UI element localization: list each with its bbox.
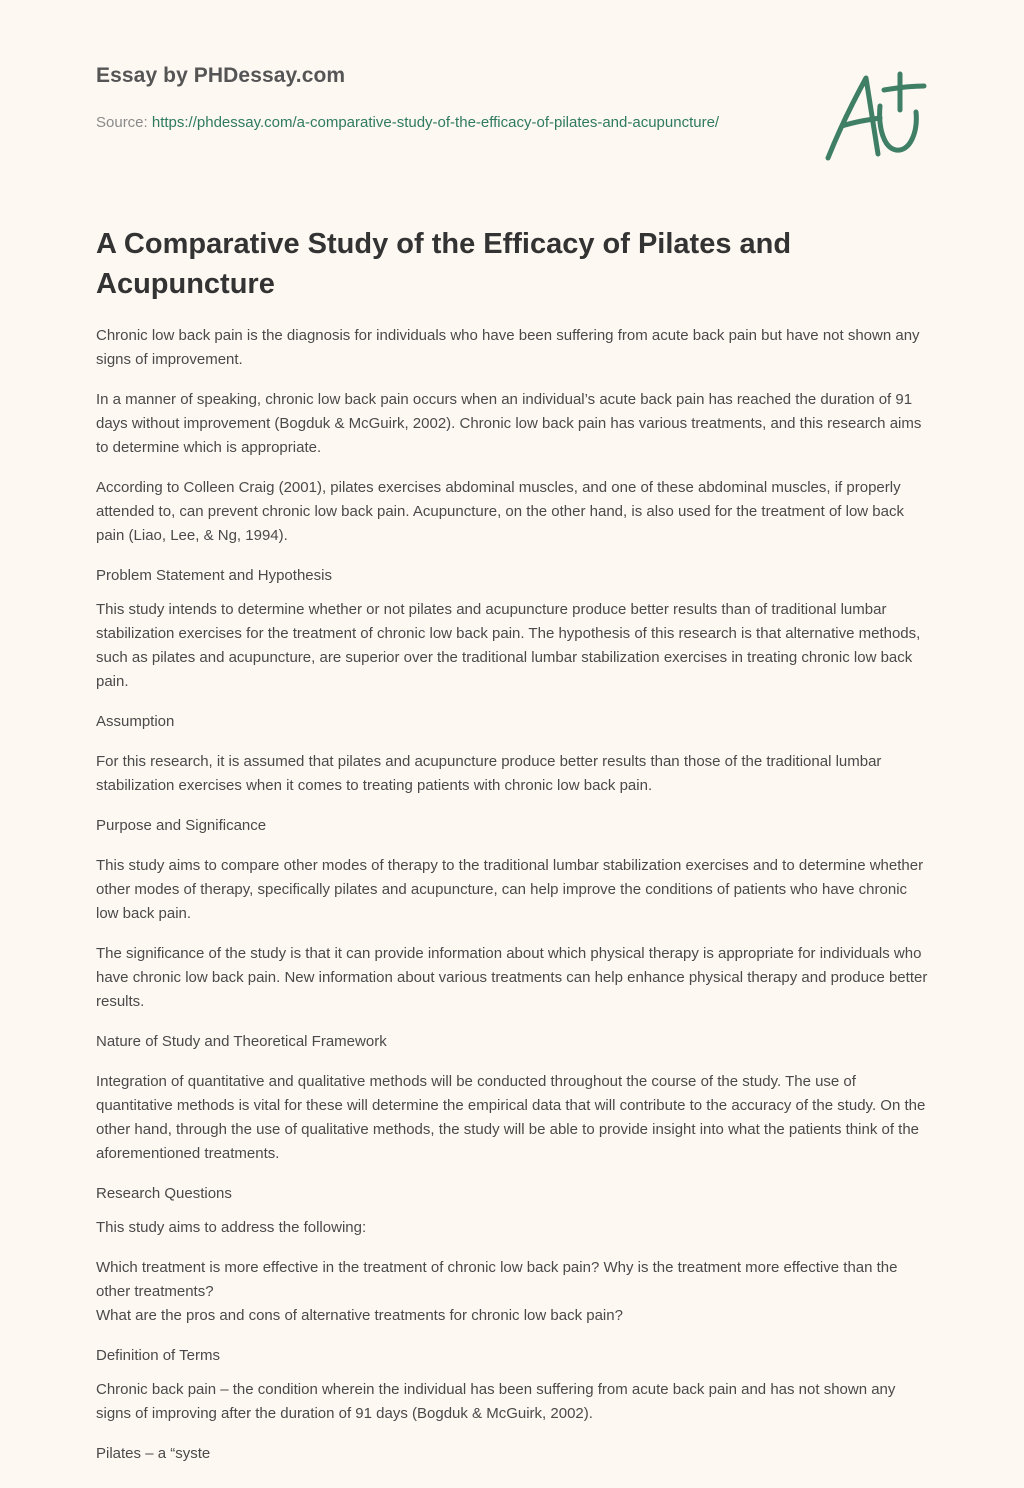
site-title: Essay by PHDessay.com bbox=[96, 64, 346, 87]
source-label: Source: bbox=[96, 114, 152, 131]
heading-nature-of-study: Nature of Study and Theoretical Framework bbox=[96, 1033, 387, 1050]
source-link[interactable]: https://phdessay.com/a-comparative-study-of-the-efficacy-of-pilates-and-acupuncture/ bbox=[151, 114, 720, 131]
heading-definition-of-terms: Definition of Terms bbox=[96, 1347, 220, 1364]
paragraph-assumption: For this research, it is assumed that pilates and acupuncture produce better results than those of the traditional lumbar stabilization exercises when it comes to treating patients with chronic low back pain. bbox=[96, 753, 882, 794]
heading-research-questions: Research Questions bbox=[96, 1185, 232, 1202]
heading-problem-statement: Problem Statement and Hypothesis bbox=[96, 567, 332, 584]
essay-body bbox=[96, 324, 932, 1482]
paragraph-definition: In a manner of speaking, chronic low back pain occurs when an individual’s acute back pain has reached the duration of 91 days without improvement (Bogduk & McGuirk, 2002). Chronic low back pain has various treatments, and this research aims to determine which is appropriate. bbox=[96, 391, 922, 456]
research-question-1: Which treatment is more effective in the treatment of chronic low back pain? Why is the treatment more effective than the other treatments? bbox=[96, 1259, 898, 1300]
research-question-2: What are the pros and cons of alternative treatments for chronic low back pain? bbox=[96, 1307, 623, 1324]
paragraph-purpose: This study aims to compare other modes of therapy to the traditional lumbar stabilization exercises and to determine whether other modes of therapy, specifically pilates and acupuncture, can help improve the conditions of patients who have chronic low back pain. bbox=[96, 857, 924, 922]
research-questions-list bbox=[96, 1256, 932, 1328]
paragraph-treatments: According to Colleen Craig (2001), pilates exercises abdominal muscles, and one of these abdominal muscles, if properly attended to, can prevent chronic low back pain. Acupuncture, on the other hand, is also used for the treatment of low back pain (Liao, Lee, & Ng, 1994). bbox=[96, 479, 904, 544]
heading-assumption: Assumption bbox=[96, 713, 175, 730]
essay-title: A Comparative Study of the Efficacy of Pilates and Acupuncture bbox=[96, 228, 792, 300]
paragraph-term-pilates: Pilates – a “syste bbox=[96, 1445, 211, 1462]
paragraph-questions-intro: This study aims to address the following: bbox=[96, 1219, 367, 1236]
paragraph-problem-statement: This study intends to determine whether or not pilates and acupuncture produce better results than of traditional lumbar stabilization exercises for the treatment of chronic low back pain. The hypothesis of this research is that alternative methods, such as pilates and acupuncture, are superior over the traditional lumbar stabilization exercises in treating chronic low back pain. bbox=[96, 601, 921, 690]
source-line bbox=[96, 111, 736, 135]
paragraph-nature-of-study: Integration of quantitative and qualitative methods will be conducted throughout the course of the study. The use of quantitative methods is vital for these will determine the empirical data that will contribute to the accuracy of the study. On the other hand, through the use of qualitative methods, the study will be able to provide insight into what the patients think of the aforementioned treatments. bbox=[96, 1073, 926, 1162]
heading-purpose: Purpose and Significance bbox=[96, 817, 267, 834]
paragraph-intro: Chronic low back pain is the diagnosis for individuals who have been suffering from acute back pain but have not shown any signs of improvement. bbox=[96, 327, 920, 368]
paragraph-term-chronic-back-pain: Chronic back pain – the condition wherein the individual has been suffering from acute back pain and has not shown any signs of improving after the duration of 91 days (Bogduk & McGuirk, 2002). bbox=[96, 1381, 896, 1422]
a-plus-logo-icon bbox=[820, 66, 930, 166]
paragraph-significance: The significance of the study is that it can provide information about which physical therapy is appropriate for individuals who have chronic low back pain. New information about various treatments can help enhance physical therapy and produce better results. bbox=[96, 945, 928, 1010]
